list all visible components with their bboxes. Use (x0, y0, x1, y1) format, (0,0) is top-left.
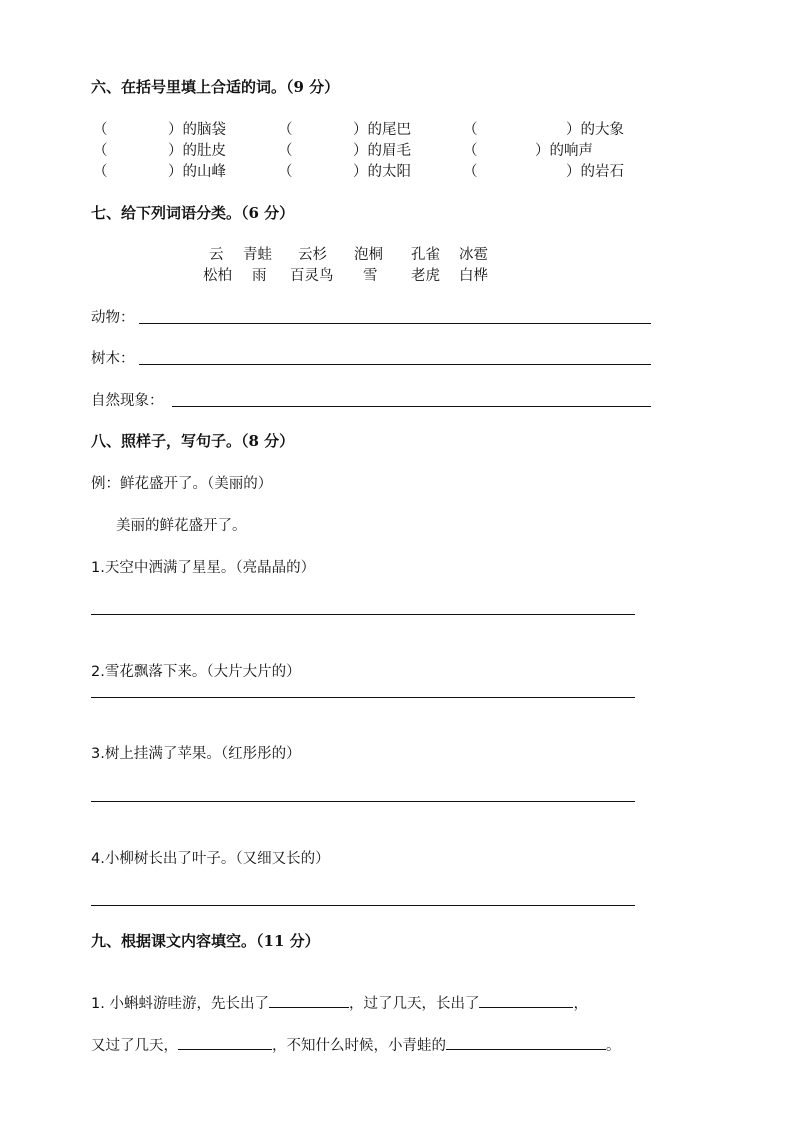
fill-blank-phrase: ）的响声 (535, 143, 593, 159)
fill-blank-phrase: ）的山峰 (168, 164, 226, 180)
answer-line-trees[interactable] (139, 364, 651, 365)
answer-line-2[interactable] (91, 697, 635, 698)
word: 白桦 (459, 268, 488, 284)
word: 冰雹 (459, 247, 488, 263)
exercise-item-2: 2.雪花飘落下来。（大片大片的） (91, 664, 301, 680)
fill-blank-phrase: ）的岩石 (566, 164, 624, 180)
bracket-open: （ (278, 143, 293, 159)
word: 孔雀 (411, 247, 440, 263)
answer-line-animals[interactable] (139, 323, 651, 324)
bracket-open: （ (278, 122, 293, 138)
bracket-open: （ (463, 143, 478, 159)
answer-line-4[interactable] (91, 905, 635, 906)
fill-blank-phrase: ）的尾巴 (353, 122, 411, 138)
sentence-part: 1. 小蝌蚪游哇游，先长出了 (91, 996, 269, 1012)
bracket-open: （ (463, 122, 478, 138)
fill-blank-phrase: ）的大象 (566, 122, 624, 138)
exercise-item-3: 3.树上挂满了苹果。（红彤彤的） (91, 746, 301, 762)
label-nature: 自然现象： (91, 393, 164, 409)
bracket-open: （ (93, 164, 108, 180)
sentence-part: ，不知什么时候，小青蛙的 (272, 1038, 446, 1054)
sentence-part: 。 (606, 1038, 621, 1054)
section7-heading: 七、给下列词语分类。（6 分） (91, 204, 295, 222)
fill-sentence-line-2 (91, 1034, 621, 1055)
word: 云杉 (298, 247, 327, 263)
label-animals: 动物： (91, 310, 135, 326)
fill-blank[interactable] (178, 1035, 272, 1050)
word: 百灵鸟 (290, 268, 334, 284)
bracket-open: （ (278, 164, 293, 180)
fill-blank[interactable] (479, 993, 573, 1008)
fill-blank[interactable] (269, 993, 349, 1008)
example-answer: 美丽的鲜花盛开了。 (116, 518, 247, 534)
section8-heading: 八、照样子，写句子。（8 分） (91, 432, 295, 450)
section6-heading: 六、在括号里填上合适的词。（9 分） (91, 78, 340, 96)
fill-blank-phrase: ）的眉毛 (353, 143, 411, 159)
fill-blank[interactable] (446, 1035, 606, 1050)
example-prompt: 例：鲜花盛开了。（美丽的） (91, 476, 273, 492)
word: 雪 (363, 268, 378, 284)
fill-blank-phrase: ）的肚皮 (168, 143, 226, 159)
word: 老虎 (411, 268, 440, 284)
bracket-open: （ (463, 164, 478, 180)
answer-line-3[interactable] (91, 801, 635, 802)
word: 青蛙 (243, 247, 272, 263)
sentence-part: ， (573, 996, 588, 1012)
word: 云 (209, 247, 224, 263)
exercise-item-4: 4.小柳树长出了叶子。（又细又长的） (91, 851, 330, 867)
bracket-open: （ (93, 122, 108, 138)
fill-blank-phrase: ）的太阳 (353, 164, 411, 180)
word: 雨 (252, 268, 267, 284)
word: 松柏 (203, 268, 232, 284)
sentence-part: 又过了几天， (91, 1038, 178, 1054)
sentence-part: ，过了几天，长出了 (348, 996, 480, 1012)
bracket-open: （ (93, 143, 108, 159)
label-trees: 树木： (91, 351, 135, 367)
section9-heading: 九、根据课文内容填空。（11 分） (91, 932, 320, 950)
fill-blank-phrase: ）的脑袋 (168, 122, 226, 138)
answer-line-nature[interactable] (172, 406, 651, 407)
fill-sentence-line-1 (91, 992, 588, 1013)
answer-line-1[interactable] (91, 614, 635, 615)
exercise-item-1: 1.天空中洒满了星星。（亮晶晶的） (91, 560, 316, 576)
word: 泡桐 (354, 247, 383, 263)
